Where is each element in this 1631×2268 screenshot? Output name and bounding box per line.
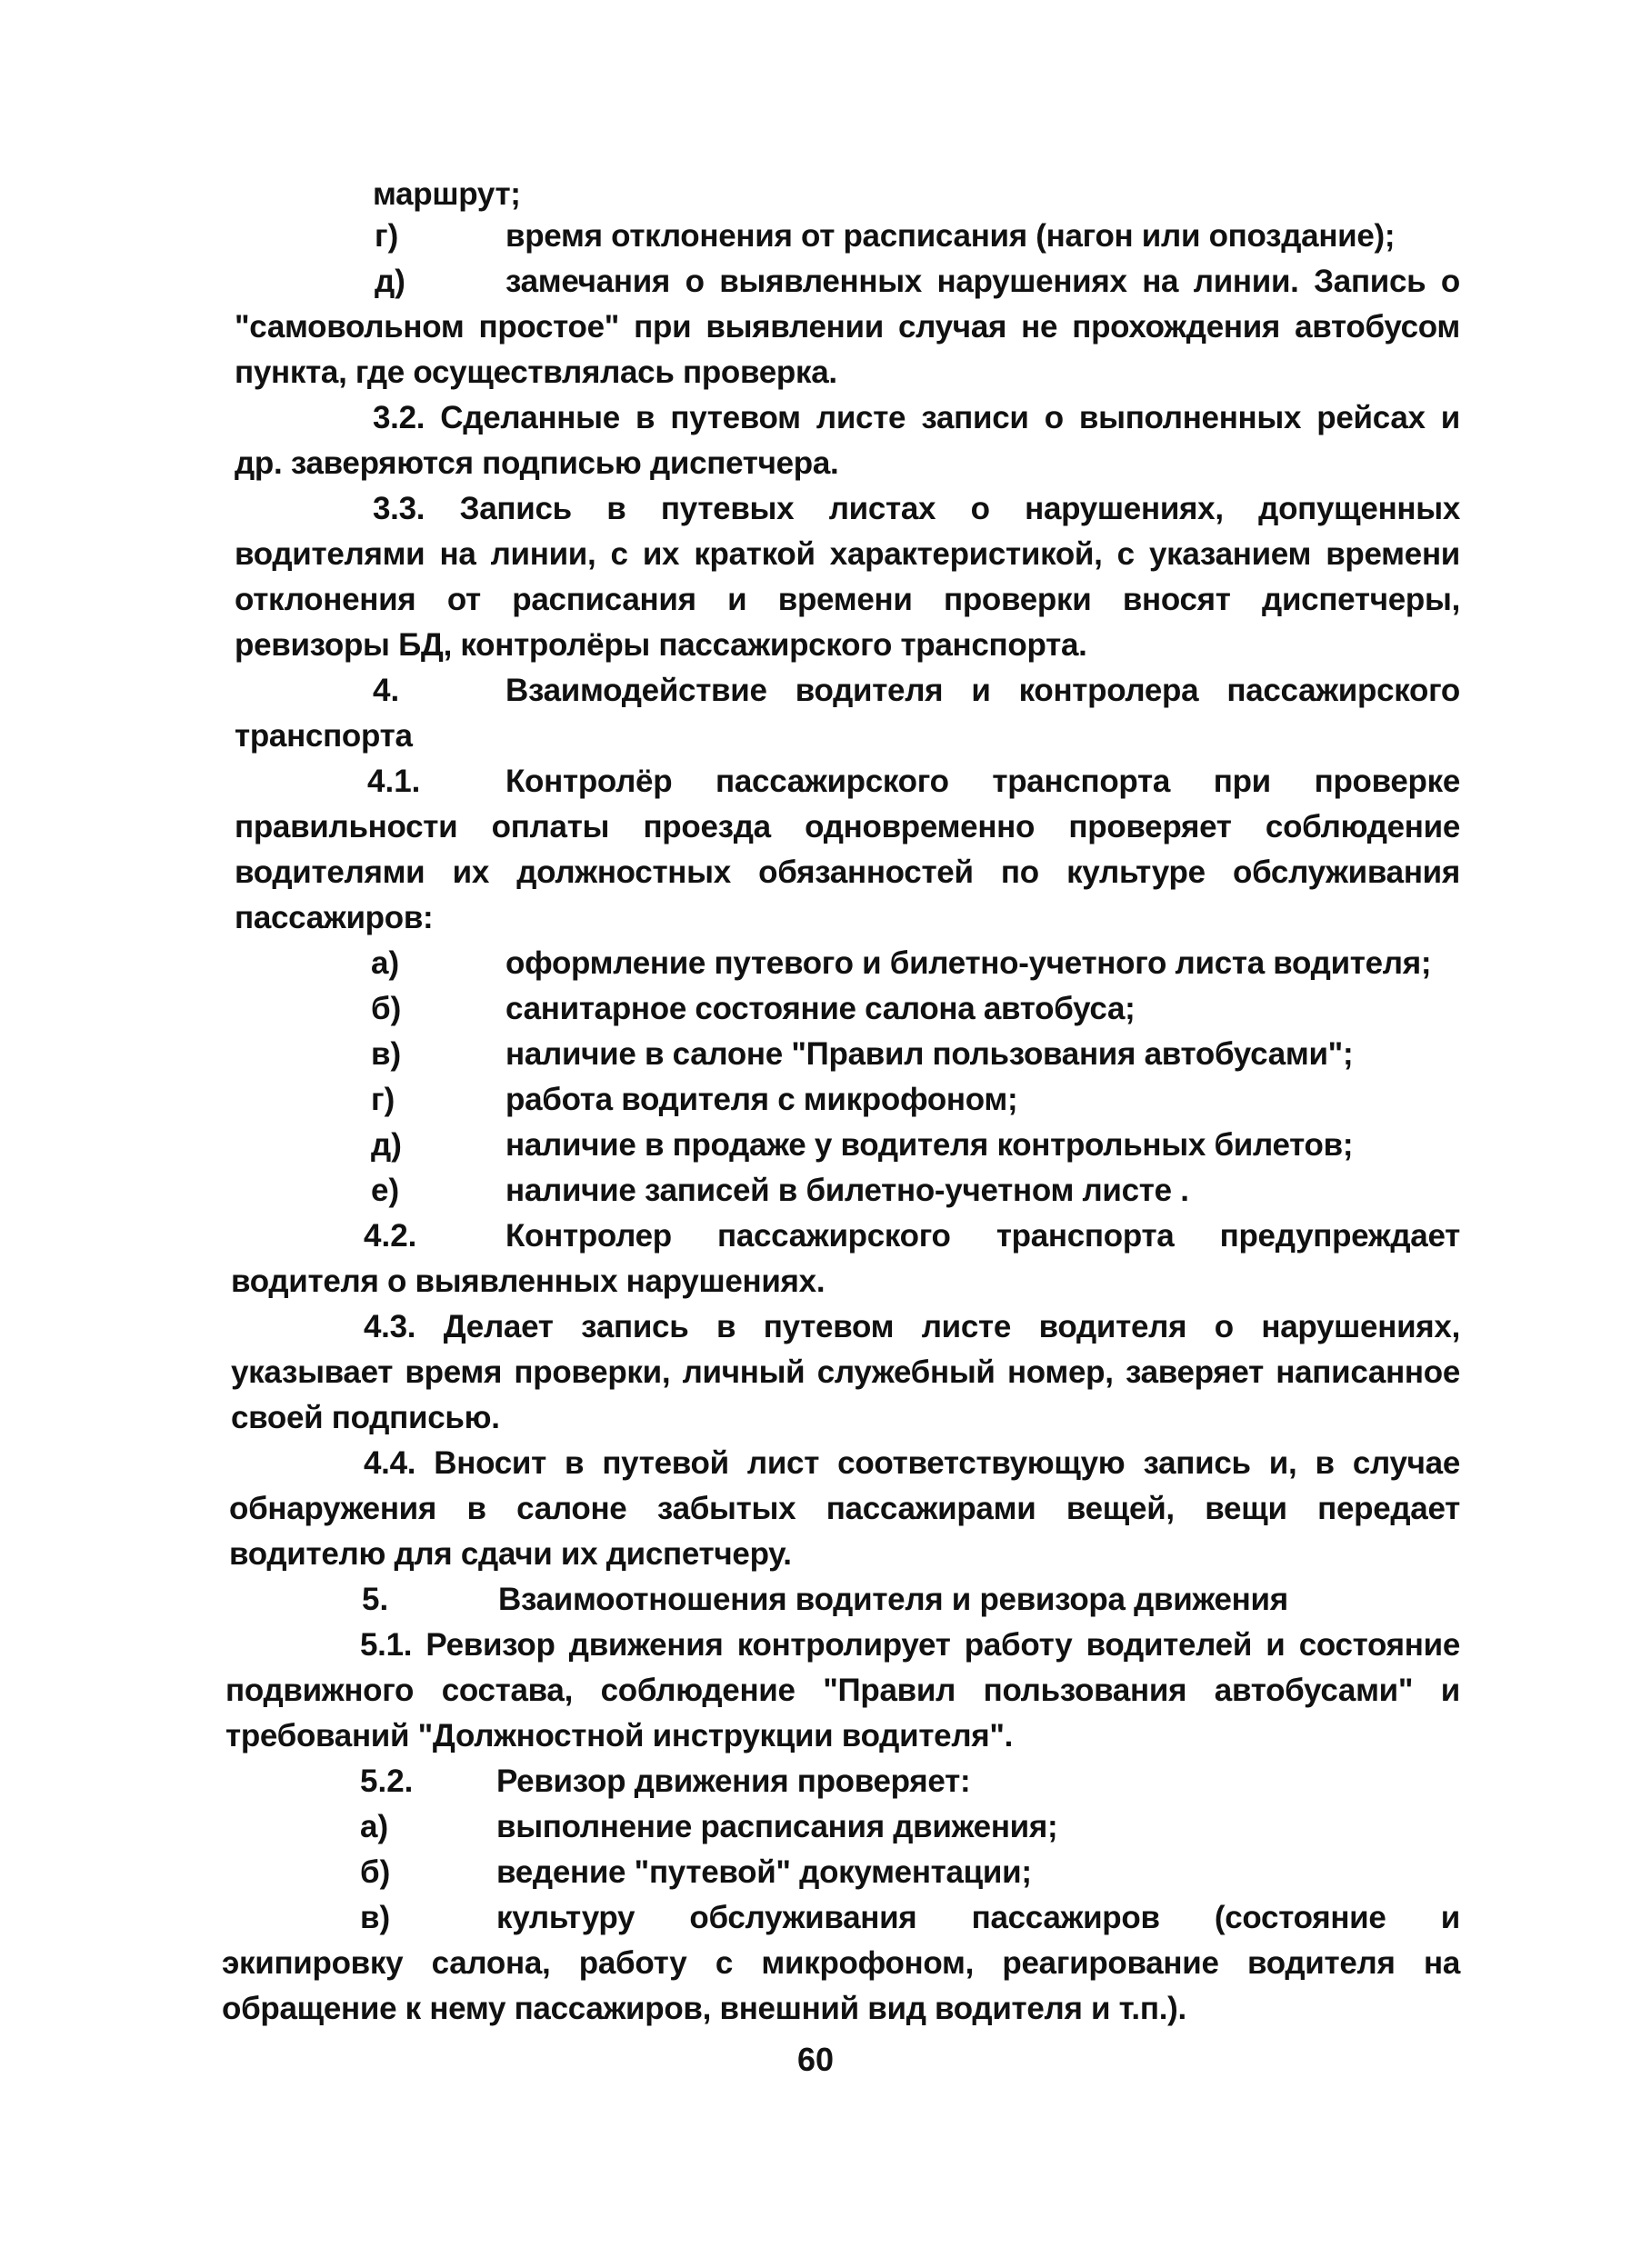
list-item: ведение "путевой" документации; [496, 1854, 1032, 1890]
text-line: обращение к нему пассажиров, внешний вид водителя и т.п.). [222, 1991, 1186, 2026]
list-marker: в) [360, 1900, 391, 1935]
section-heading: транспорта [235, 718, 413, 754]
list-item: работа водителя с микрофоном; [505, 1082, 1018, 1117]
list-marker: а) [371, 945, 400, 981]
text-line: обнаружения в салоне забытых пассажирами вещей, вещи передает [229, 1491, 1460, 1526]
text-line: экипировку салона, работу с микрофоном, реагирование водителя на [222, 1945, 1460, 1981]
text-line: водителями на линии, с их краткой характеристикой, с указанием времени [235, 536, 1460, 572]
text-line: 3.3. Запись в путевых листах о нарушениях, допущенных [373, 491, 1460, 526]
text-line: пункта, где осуществлялась проверка. [235, 355, 837, 390]
text-line: подвижного состава, соблюдение "Правил пользования автобусами" и [225, 1673, 1460, 1708]
list-marker: а) [360, 1809, 389, 1844]
text-line: Контролёр пассажирского транспорта при проверке [505, 764, 1460, 799]
text-line: требований "Должностной инструкции водителя". [225, 1718, 1014, 1753]
text-line: правильности оплаты проезда одновременно проверяет соблюдение [235, 809, 1460, 844]
list-item: выполнение расписания движения; [496, 1809, 1058, 1844]
list-item: наличие записей в билетно-учетном листе . [505, 1173, 1189, 1208]
list-item: санитарное состояние салона автобуса; [505, 991, 1136, 1026]
page-number: 60 [796, 2041, 835, 2078]
section-number: 4. [373, 673, 400, 708]
text-line: замечания о выявленных нарушениях на линии. Запись о [505, 264, 1460, 299]
text-line: водителя о выявленных нарушениях. [231, 1264, 826, 1299]
list-item: культуру обслуживания пассажиров (состояние и [496, 1900, 1460, 1935]
list-item: наличие в салоне "Правил пользования автобусами"; [505, 1036, 1354, 1072]
list-marker: д) [375, 264, 405, 299]
list-marker: г) [375, 218, 399, 254]
list-item: наличие в продаже у водителя контрольных билетов; [505, 1127, 1354, 1163]
list-marker: б) [371, 991, 402, 1026]
clause-number: 5.2. [360, 1763, 414, 1799]
text-line: ревизоры БД, контролёры пассажирского транспорта. [235, 627, 1087, 663]
list-marker: е) [371, 1173, 400, 1208]
section-heading: Взаимоотношения водителя и ревизора движения [498, 1582, 1288, 1617]
text-line: водителями их должностных обязанностей по культуре обслуживания [235, 854, 1460, 890]
text-line: 4.3. Делает запись в путевом листе водителя о нарушениях, [364, 1309, 1460, 1344]
text-line: отклонения от расписания и времени проверки вносят диспетчеры, [235, 582, 1460, 617]
clause-number: 4.2. [364, 1218, 417, 1254]
text-line: своей подписью. [231, 1400, 500, 1435]
list-item: оформление путевого и билетно-учетного листа водителя; [505, 945, 1432, 981]
list-marker: в) [371, 1036, 402, 1072]
list-marker: б) [360, 1854, 391, 1890]
text-line: "самовольном простое" при выявлении случая не прохождения автобусом [235, 309, 1460, 345]
section-heading: Взаимодействие водителя и контролера пассажирского [505, 673, 1460, 708]
list-marker: г) [371, 1082, 395, 1117]
text-line: Ревизор движения проверяет: [496, 1763, 971, 1799]
text-line: пассажиров: [235, 900, 434, 935]
text-line: время отклонения от расписания (нагон или опоздание); [505, 218, 1396, 254]
text-line: 3.2. Сделанные в путевом листе записи о выполненных рейсах и [373, 400, 1460, 435]
list-marker: д) [371, 1127, 402, 1163]
text-line: Контролер пассажирского транспорта предупреждает [505, 1218, 1460, 1254]
text-line: 4.4. Вносит в путевой лист соответствующую запись и, в случае [364, 1445, 1460, 1481]
text-line: водителю для сдачи их диспетчеру. [229, 1536, 792, 1572]
section-number: 5. [362, 1582, 389, 1617]
text-line: др. заверяются подписью диспетчера. [235, 445, 839, 481]
text-line: 5.1. Ревизор движения контролирует работу водителей и состояние [360, 1627, 1460, 1663]
text-line: указывает время проверки, личный служебный номер, заверяет написанное [231, 1354, 1460, 1390]
text-line: маршрут; [373, 176, 521, 212]
clause-number: 4.1. [367, 764, 421, 799]
